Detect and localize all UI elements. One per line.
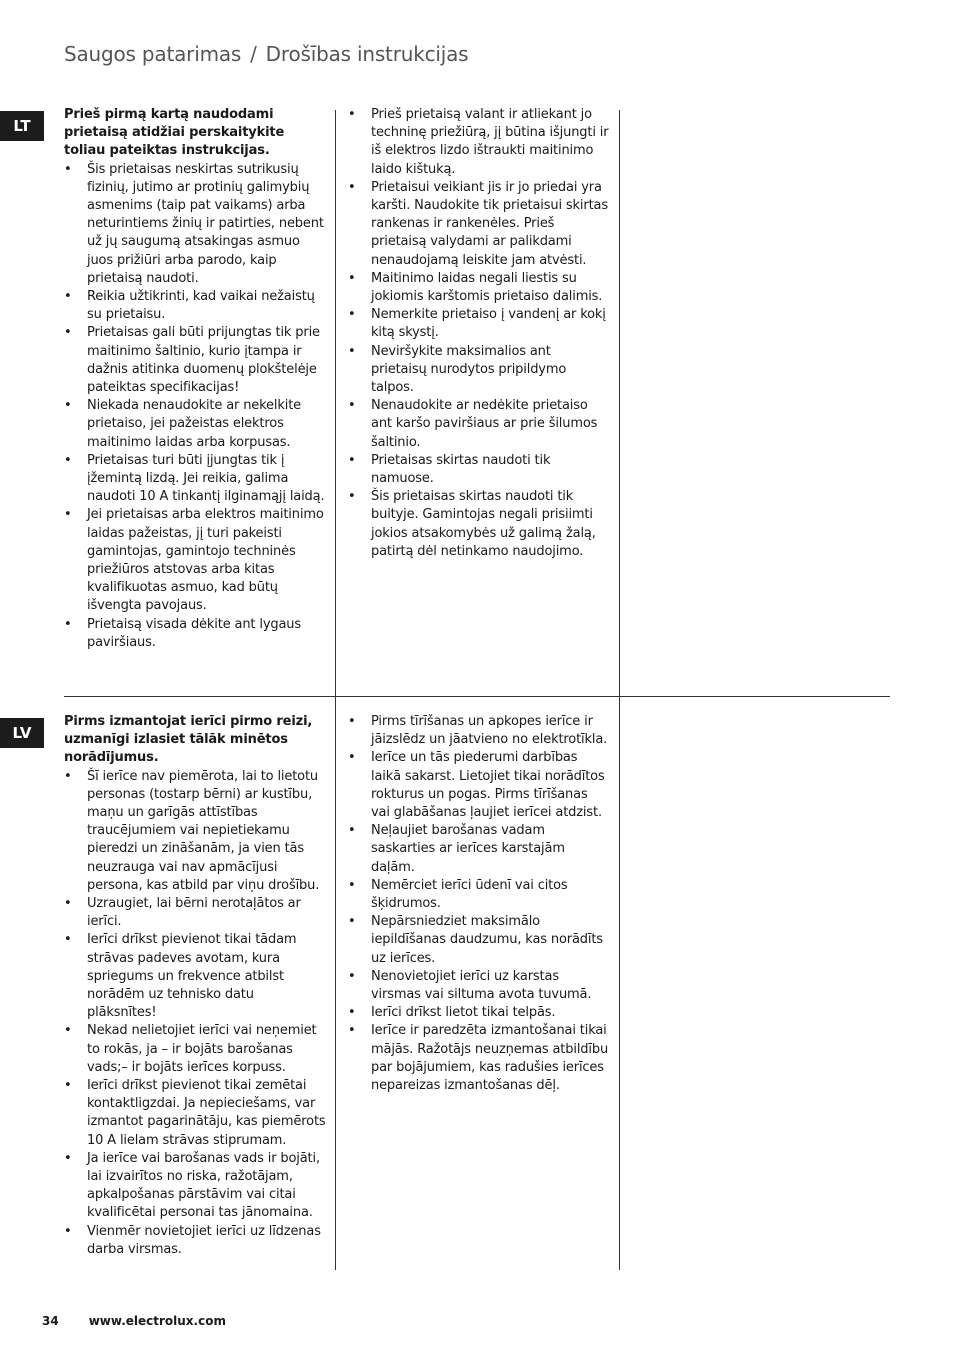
- list-item: • Nepārsniedziet maksimālo iepildīšanas daudzumu, kas norādīts uz ierīces.: [348, 913, 610, 968]
- list-item: • Ja ierīce vai barošanas vads ir bojāti, lai izvairītos no riska, ražotājam, apkalpošanas pārstāvim vai citai kvalificētai personai tas jānomaina.: [64, 1150, 326, 1223]
- list-item: • Neviršykite maksimalios ant prietaisų nurodytos pripildymo talpos.: [348, 343, 610, 398]
- footer: [42, 1314, 226, 1328]
- column-divider-lt-2: [619, 110, 620, 696]
- lv-intro: Pirms izmantojat ierīci pirmo reizi, uzmanīgi izlasiet tālāk minētos norādījumus.: [64, 714, 313, 766]
- list-item: • Nekad nelietojiet ierīci vai neņemiet to rokās, ja – ir bojāts barošanas vads;– ir bojāts ierīces korpuss.: [64, 1022, 326, 1077]
- list-item: • Nenovietojiet ierīci uz karstas virsmas vai siltuma avota tuvumā.: [348, 968, 610, 1004]
- lt-column-2: [348, 106, 610, 561]
- list-item: • Nemērciet ierīci ūdenī vai citos šķidrumos.: [348, 877, 610, 913]
- lang-tag-lt: LT: [0, 111, 44, 141]
- lt-list-2: [348, 106, 610, 561]
- list-item: • Prietaisas gali būti prijungtas tik prie maitinimo šaltinio, kurio įtampa ir dažnis atitinka duomenų plokštelėje pateiktas specifikacijas!: [64, 324, 326, 397]
- lv-list-1: [64, 768, 326, 1259]
- list-item: • Šis prietaisas neskirtas sutrikusių fizinių, jutimo ar protinių galimybių asmenims (taip pat vaikams) arba neturintiems žinių ir patirties, nebent už jų saugumą atsakingas asmuo juos prižiūri arba parodo, kaip prietaisą naudoti.: [64, 161, 326, 288]
- list-item: • Neļaujiet barošanas vadam saskarties ar ierīces karstajām daļām.: [348, 822, 610, 877]
- lv-column-2: [348, 713, 610, 1095]
- list-item: • Vienmēr novietojiet ierīci uz līdzenas darba virsmas.: [64, 1223, 326, 1259]
- column-divider-lv-1: [335, 697, 336, 1270]
- title-lv: Drošības instrukcijas: [265, 42, 469, 66]
- list-item: • Prietaisas turi būti įjungtas tik į įžemintą lizdą. Jei reikia, galima naudoti 10 A tinkantį ilginamąjį laidą.: [64, 452, 326, 507]
- list-item: • Nemerkite prietaiso į vandenį ar kokį kitą skystį.: [348, 306, 610, 342]
- footer-url[interactable]: www.electrolux.com: [88, 1314, 226, 1328]
- section-divider: [64, 696, 890, 697]
- list-item: • Ierīce un tās piederumi darbības laikā sakarst. Lietojiet tikai norādītos rokturus un pogas. Pirms tīrīšanas vai glabāšanas ļaujiet ierīcei atdzist.: [348, 749, 610, 822]
- page-number: 34: [42, 1314, 59, 1328]
- list-item: • Jei prietaisas arba elektros maitinimo laidas pažeistas, jį turi pakeisti gamintojas, gamintojo techninės priežiūros atstovas arba kitas kvalifikuotas asmuo, kad būtų išvengta pavojaus.: [64, 506, 326, 615]
- lv-column-1: [64, 713, 326, 1259]
- page-title: [64, 42, 468, 66]
- title-lt: Saugos patarimas: [64, 42, 242, 66]
- list-item: • Reikia užtikrinti, kad vaikai nežaistų su prietaisu.: [64, 288, 326, 324]
- list-item: • Nenaudokite ar nedėkite prietaiso ant karšo paviršiaus ar prie šilumos šaltinio.: [348, 397, 610, 452]
- list-item: • Niekada nenaudokite ar nekelkite prietaiso, jei pažeistas elektros maitinimo laidas arba korpusas.: [64, 397, 326, 452]
- lt-list-1: [64, 161, 326, 652]
- list-item: • Prietaisui veikiant jis ir jo priedai yra karšti. Naudokite tik prietaisui skirtas rankenas ir rankenėles. Prieš prietaisą valydami ar palikdami nenaudojamą leiskite jam atvėsti.: [348, 179, 610, 270]
- list-item: • Prietaisą visada dėkite ant lygaus paviršiaus.: [64, 616, 326, 652]
- list-item: • Prietaisas skirtas naudoti tik namuose.: [348, 452, 610, 488]
- lang-tag-lv: LV: [0, 718, 44, 748]
- list-item: • Šī ierīce nav piemērota, lai to lietotu personas (tostarp bērni) ar kustību, maņu un garīgās attīstības traucējumiem vai nepietiekamu pieredzi un zināšanām, ja vien tās neuzrauga vai nav apmācījusi persona, kas atbild par viņu drošību.: [64, 768, 326, 895]
- list-item: • Ierīce ir paredzēta izmantošanai tikai mājās. Ražotājs neuzņemas atbildību par bojājumiem, kas radušies ierīces nepareizas izmantošanas dēļ.: [348, 1022, 610, 1095]
- list-item: • Ierīci drīkst pievienot tikai zemētai kontaktligzdai. Ja nepieciešams, var izmantot pagarinātāju, kas piemērots 10 A lielam strāvas stiprumam.: [64, 1077, 326, 1150]
- list-item: • Pirms tīrīšanas un apkopes ierīce ir jāizslēdz un jāatvieno no elektrotīkla.: [348, 713, 610, 749]
- title-separator: /: [250, 42, 257, 66]
- lt-intro: Prieš pirmą kartą naudodami prietaisą atidžiai perskaitykite toliau pateiktas instrukcijas.: [64, 107, 285, 159]
- list-item: • Prieš prietaisą valant ir atliekant jo techninę priežiūrą, jį būtina išjungti ir iš elektros lizdo ištraukti maitinimo laido kištuką.: [348, 106, 610, 179]
- list-item: • Ierīci drīkst lietot tikai telpās.: [348, 1004, 610, 1022]
- list-item: • Maitinimo laidas negali liestis su jokiomis karštomis prietaiso dalimis.: [348, 270, 610, 306]
- list-item: • Ierīci drīkst pievienot tikai tādam strāvas padeves avotam, kura spriegums un frekvence atbilst norādēm uz tehnisko datu plāksnītes!: [64, 931, 326, 1022]
- lt-column-1: [64, 106, 326, 652]
- lv-list-2: [348, 713, 610, 1095]
- list-item: • Uzraugiet, lai bērni nerotaļātos ar ierīci.: [64, 895, 326, 931]
- column-divider-lv-2: [619, 697, 620, 1270]
- column-divider-lt-1: [335, 110, 336, 696]
- list-item: • Šis prietaisas skirtas naudoti tik buityje. Gamintojas negali prisiimti jokios atsakomybės už galimą žalą, patirtą dėl netinkamo naudojimo.: [348, 488, 610, 561]
